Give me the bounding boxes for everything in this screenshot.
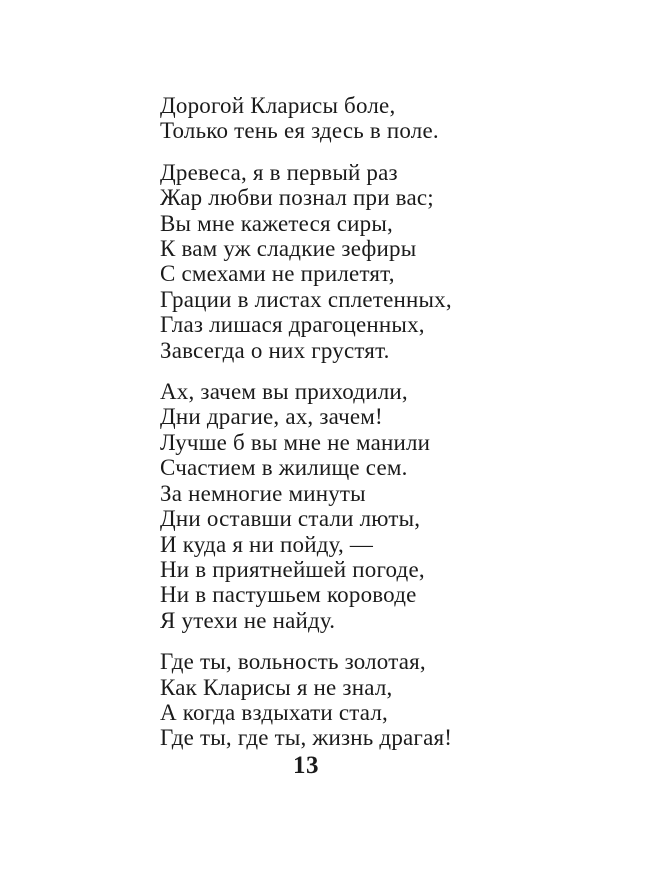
poem-stanza (160, 160, 452, 363)
page-number: 13 (293, 752, 319, 779)
poem-line: К вам уж сладкие зефиры (160, 236, 417, 262)
poem-line: Древеса, я в первый раз (160, 159, 398, 185)
poem-line: Глаз лишася драгоценных, (160, 312, 425, 338)
poem-line: Завсегда о них грустят. (160, 337, 390, 363)
poem-line: А когда вздыхати стал, (160, 699, 388, 725)
poem-line: Ни в пастушьем короводе (160, 582, 417, 608)
poem-line: Где ты, где ты, жизнь драгая! (160, 725, 453, 751)
poem-line: И куда я ни пойду, — (160, 531, 374, 557)
poem-line: Где ты, вольность золотая, (160, 649, 426, 675)
poem-stanza (160, 649, 452, 751)
poem-line: Только тень ея здесь в поле. (160, 118, 439, 144)
poem-line: С смехами не прилетят, (160, 261, 395, 287)
poem-line: Счастием в жилище сем. (160, 455, 408, 481)
poem-stanza (160, 379, 452, 633)
poem-line: Вы мне кажетеся сиры, (160, 210, 393, 236)
poem-line: Ни в приятнейшей погоде, (160, 556, 425, 582)
poem-stanza (160, 93, 452, 144)
poem-text (160, 93, 452, 751)
poem-line: Ах, зачем вы приходили, (160, 379, 408, 405)
poem-line: Дорогой Кларисы боле, (160, 93, 396, 118)
poem-line: За немногие минуты (160, 480, 366, 506)
poem-line: Лучше б вы мне не манили (160, 429, 431, 455)
poem-line: Жар любви познал при вас; (160, 185, 434, 211)
poem-line: Как Кларисы я не знал, (160, 674, 393, 700)
poem-line: Дни оставши стали люты, (160, 506, 421, 532)
poem-line: Я утехи не найду. (160, 607, 336, 633)
poem-line: Дни драгие, ах, зачем! (160, 404, 383, 430)
poem-line: Грации в листах сплетенных, (160, 286, 452, 312)
